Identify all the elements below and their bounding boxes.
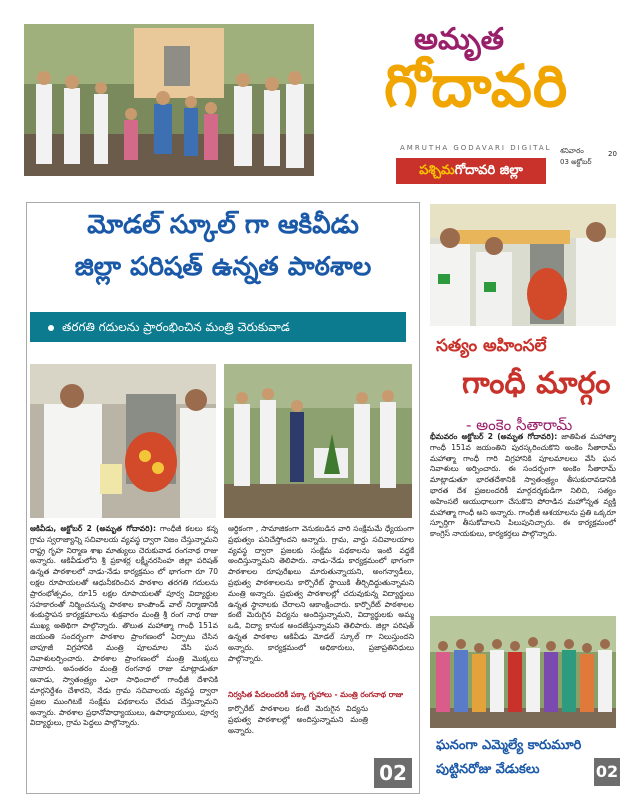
side-title-small: సత్యం అహింసలే bbox=[436, 336, 547, 356]
bottom-title-line1: ఘనంగా ఎమ్మెల్యే కారుమూరి bbox=[436, 738, 582, 753]
subheadline-text: తరగతి గదులను ప్రారంభించిన మంత్రి చెరుకువాడ bbox=[62, 320, 290, 334]
headline-line1: మోడల్ స్కూల్ గా ఆకివీడు bbox=[87, 210, 359, 240]
district-part1: పశ్చిమ bbox=[419, 163, 455, 178]
brand-main: గోదావరి bbox=[384, 52, 569, 120]
main-body-col1: గాంధీజీ కలలు కన్న గ్రామ స్వరాజ్యాన్ని సచివాలయ వ్యవస్థ ద్వారా నిజం చేస్తున్నామని రాష్ట్ర గృహ నిర్మాణ శాఖ మాత్యులు చెరుకువాడ రంగనాథ రాజు అన్నారు. ఆకివీడులోని శ్రీ ప్రకాశర్ల లక్ష్మీనరసింహ జిల్లా పరిషత్ ఉన్నత పాఠశాలలో నాడు-నేడు కార్యక్రమం లో భాగంగా రూ 70 లక్షల రూపాయలతో ఆధునీకరించిన పాఠశాల తరగతి గదులను ప్రారంభోత్సవం, రూ15 లక్షల రూపాయలతో పూర్వ విద్యార్థుల సహకారంతో నిర్మించనున్న పాఠశాల కాంపౌండ్ వాల్ నిర్మాణానికి శంకుస్థాపన కార్యక్రమాలను శుక్రవారం మంత్రి శ్రీ రంగ నాథ రాజు ముఖ్య అతిథిగా పాల్గొన్నారు. తొలుత మహాత్మా గాంధీ 151వ జయంతి సందర్భంగా పాఠశాల ప్రాంగణంలో ఏర్పాటు చేసిన బాపూజీ విగ్రహానికి మంత్రి పూలమాల వేసి ఘన నివాళులర్పించారు. పాఠశాల ప్రాంగణంలో మంత్రి మొక్కలు నాటారు. అనంతరం మంత్రి రంగనాథ రాజు మాట్లాడుతూ ఆనాడు, స్వాతంత్ర్యం ఎలా సాధించాలో గాంధీజీ దేశానికి మార్గనిర్దేశం చేశారని, నేడు గ్రామ సచివాలయ వ్యవస్థ ద్వారా ప్రజల ముంగిటకే సంక్షేమ పథకాలను చేరువ చేస్తున్నామని అన్నారు. పాఠశాల ప్రధానోపాధ్యాయులు, ఉపాధ్యాయులు, పూర్వ విద్యార్థులు, గ్రామ పెద్దలు పాల్గొన్నారు. bbox=[30, 524, 218, 728]
main-headline bbox=[34, 206, 412, 286]
subheadline-bar bbox=[30, 312, 406, 342]
brand-small: అమృత bbox=[414, 22, 504, 57]
side-title-large: గాంధీ మార్గం bbox=[462, 366, 611, 401]
main-body-col2-tail: కార్పొరేట్ పాఠశాలల కంటే మెరుగైన విద్యను ప్రభుత్వ పాఠశాలల్లో అందిస్తున్నామని మంత్రి అన్నారు. bbox=[228, 704, 368, 735]
bottom-story-title bbox=[436, 734, 586, 782]
issue-day: శనివారం bbox=[560, 147, 584, 155]
side-body-text: జాతిపిత మహాత్మా గాంధీ 151వ జయంతిని పురస్కరించుకొని అంకెం సీతారామ్ మహాత్మా గాంధీ గారి విగ్రహానికి పూలమాలలు వేసి ఘన నివాళులు అర్పించారు. ఈ సందర్భంగా అంకెం సీతారామ్ మాట్లాడుతూ భారతదేశానికి స్వాతంత్ర్యం తీసుకురావడానికి భారత దేశ ప్రజలందరికీ మార్గదర్శకుడిగా నిలిచి, సత్యం అహింసలే ఆయుధాలుగా చేసుకొని పోరాడిన మహోన్నత వ్యక్తి మహాత్మా గాంధీ అని అన్నారు. గాంధీజీ ఆశయాలను ప్రతి ఒక్కరూ స్ఫూర్తిగా తీసుకోవాలని పిలుపునిచ్చారు. ఈ కార్యక్రమంలో కాంగ్రెస్ నాయకులు, కార్యకర్తలు పాల్గొన్నారు. bbox=[430, 432, 616, 539]
top-group-photo bbox=[24, 24, 314, 176]
brand-english: AMRUTHA GODAVARI DIGITAL bbox=[400, 144, 552, 152]
bottom-page-number: 02 bbox=[594, 758, 620, 786]
main-story-column-2 bbox=[228, 524, 414, 686]
headline-line2: జిల్లా పరిషత్ ఉన్నత పాఠశాల bbox=[74, 252, 372, 282]
district-part2: గోదావరి జిల్లా bbox=[454, 163, 523, 178]
side-byline: - అంకెం సీతారామ్ bbox=[466, 416, 573, 434]
main-page-number: 02 bbox=[374, 758, 412, 788]
side-dateline: భీమవరం అక్టోబర్ 2 (అమృత గోదావరి): bbox=[430, 432, 558, 441]
district-banner bbox=[396, 158, 546, 184]
bottom-title-line2: పుట్టినరోజు వేడుకలు bbox=[436, 762, 540, 777]
main-story-column-2-continued bbox=[228, 704, 368, 784]
main-story-column-1 bbox=[30, 524, 218, 782]
tree-planting-photo bbox=[224, 364, 412, 518]
issue-year-code: 20 bbox=[608, 150, 617, 158]
issue-date bbox=[560, 146, 592, 168]
side-story-body bbox=[430, 432, 616, 612]
secondary-subhead: నిర్వసిత పేదలందరికీ పక్కా గృహాలు - మంత్రి రంగనాథ రాజు bbox=[228, 690, 404, 699]
birthday-celebration-photo bbox=[430, 616, 616, 728]
issue-date-text: 03 అక్టోబర్ bbox=[560, 158, 592, 166]
main-body-col2: ఆర్థికంగా , సామాజికంగా వెనుకబడిన వారి సంక్షేమమే ధ్యేయంగా ప్రభుత్వం పనిచేస్తోందని అన్నారు. గ్రామ, వార్డు సచివాలయాల వ్యవస్థ ద్వారా ప్రజలకు సంక్షేమ పథకాలను ఇంటి వద్దకే అందిస్తున్నామని తెలిపారు. నాడు-నేడు కార్యక్రమంలో భాగంగా పాఠశాలల రూపురేఖలు మారుతున్నాయని, అంగన్వాడీలు, ప్రభుత్వ పాఠశాలలను కార్పొరేట్ స్థాయికి తీర్చిదిద్దుతున్నామని మంత్రి అన్నారు. ప్రభుత్వ పాఠశాలల్లో చదువుకున్న విద్యార్థులు ఉన్నత స్థానాలకు చేరాలని ఆకాంక్షించారు. కార్పొరేట్ పాఠశాలల కంటే మెరుగైన విద్యను అందిస్తున్నామని, విద్యార్థులకు అమ్మ ఒడి, విద్యా కానుక అందజేస్తున్నామని తెలిపారు. జిల్లా పరిషత్ ఉన్నత పాఠశాల ఆకివీడు మోడల్ స్కూల్ గా నిలుస్తుందని అన్నారు. కార్యక్రమంలో అధికారులు, ప్రజాప్రతినిధులు పాల్గొన్నారు. bbox=[228, 524, 414, 663]
main-dateline: ఆకివీడు, అక్టోబర్ 2 (అమృత గోదావరి): bbox=[30, 524, 156, 533]
minister-statue-photo bbox=[30, 364, 216, 518]
side-story-title bbox=[436, 336, 626, 438]
bullet-icon bbox=[48, 325, 54, 331]
masthead-logo bbox=[384, 22, 604, 122]
gandhi-tribute-photo bbox=[430, 204, 616, 326]
